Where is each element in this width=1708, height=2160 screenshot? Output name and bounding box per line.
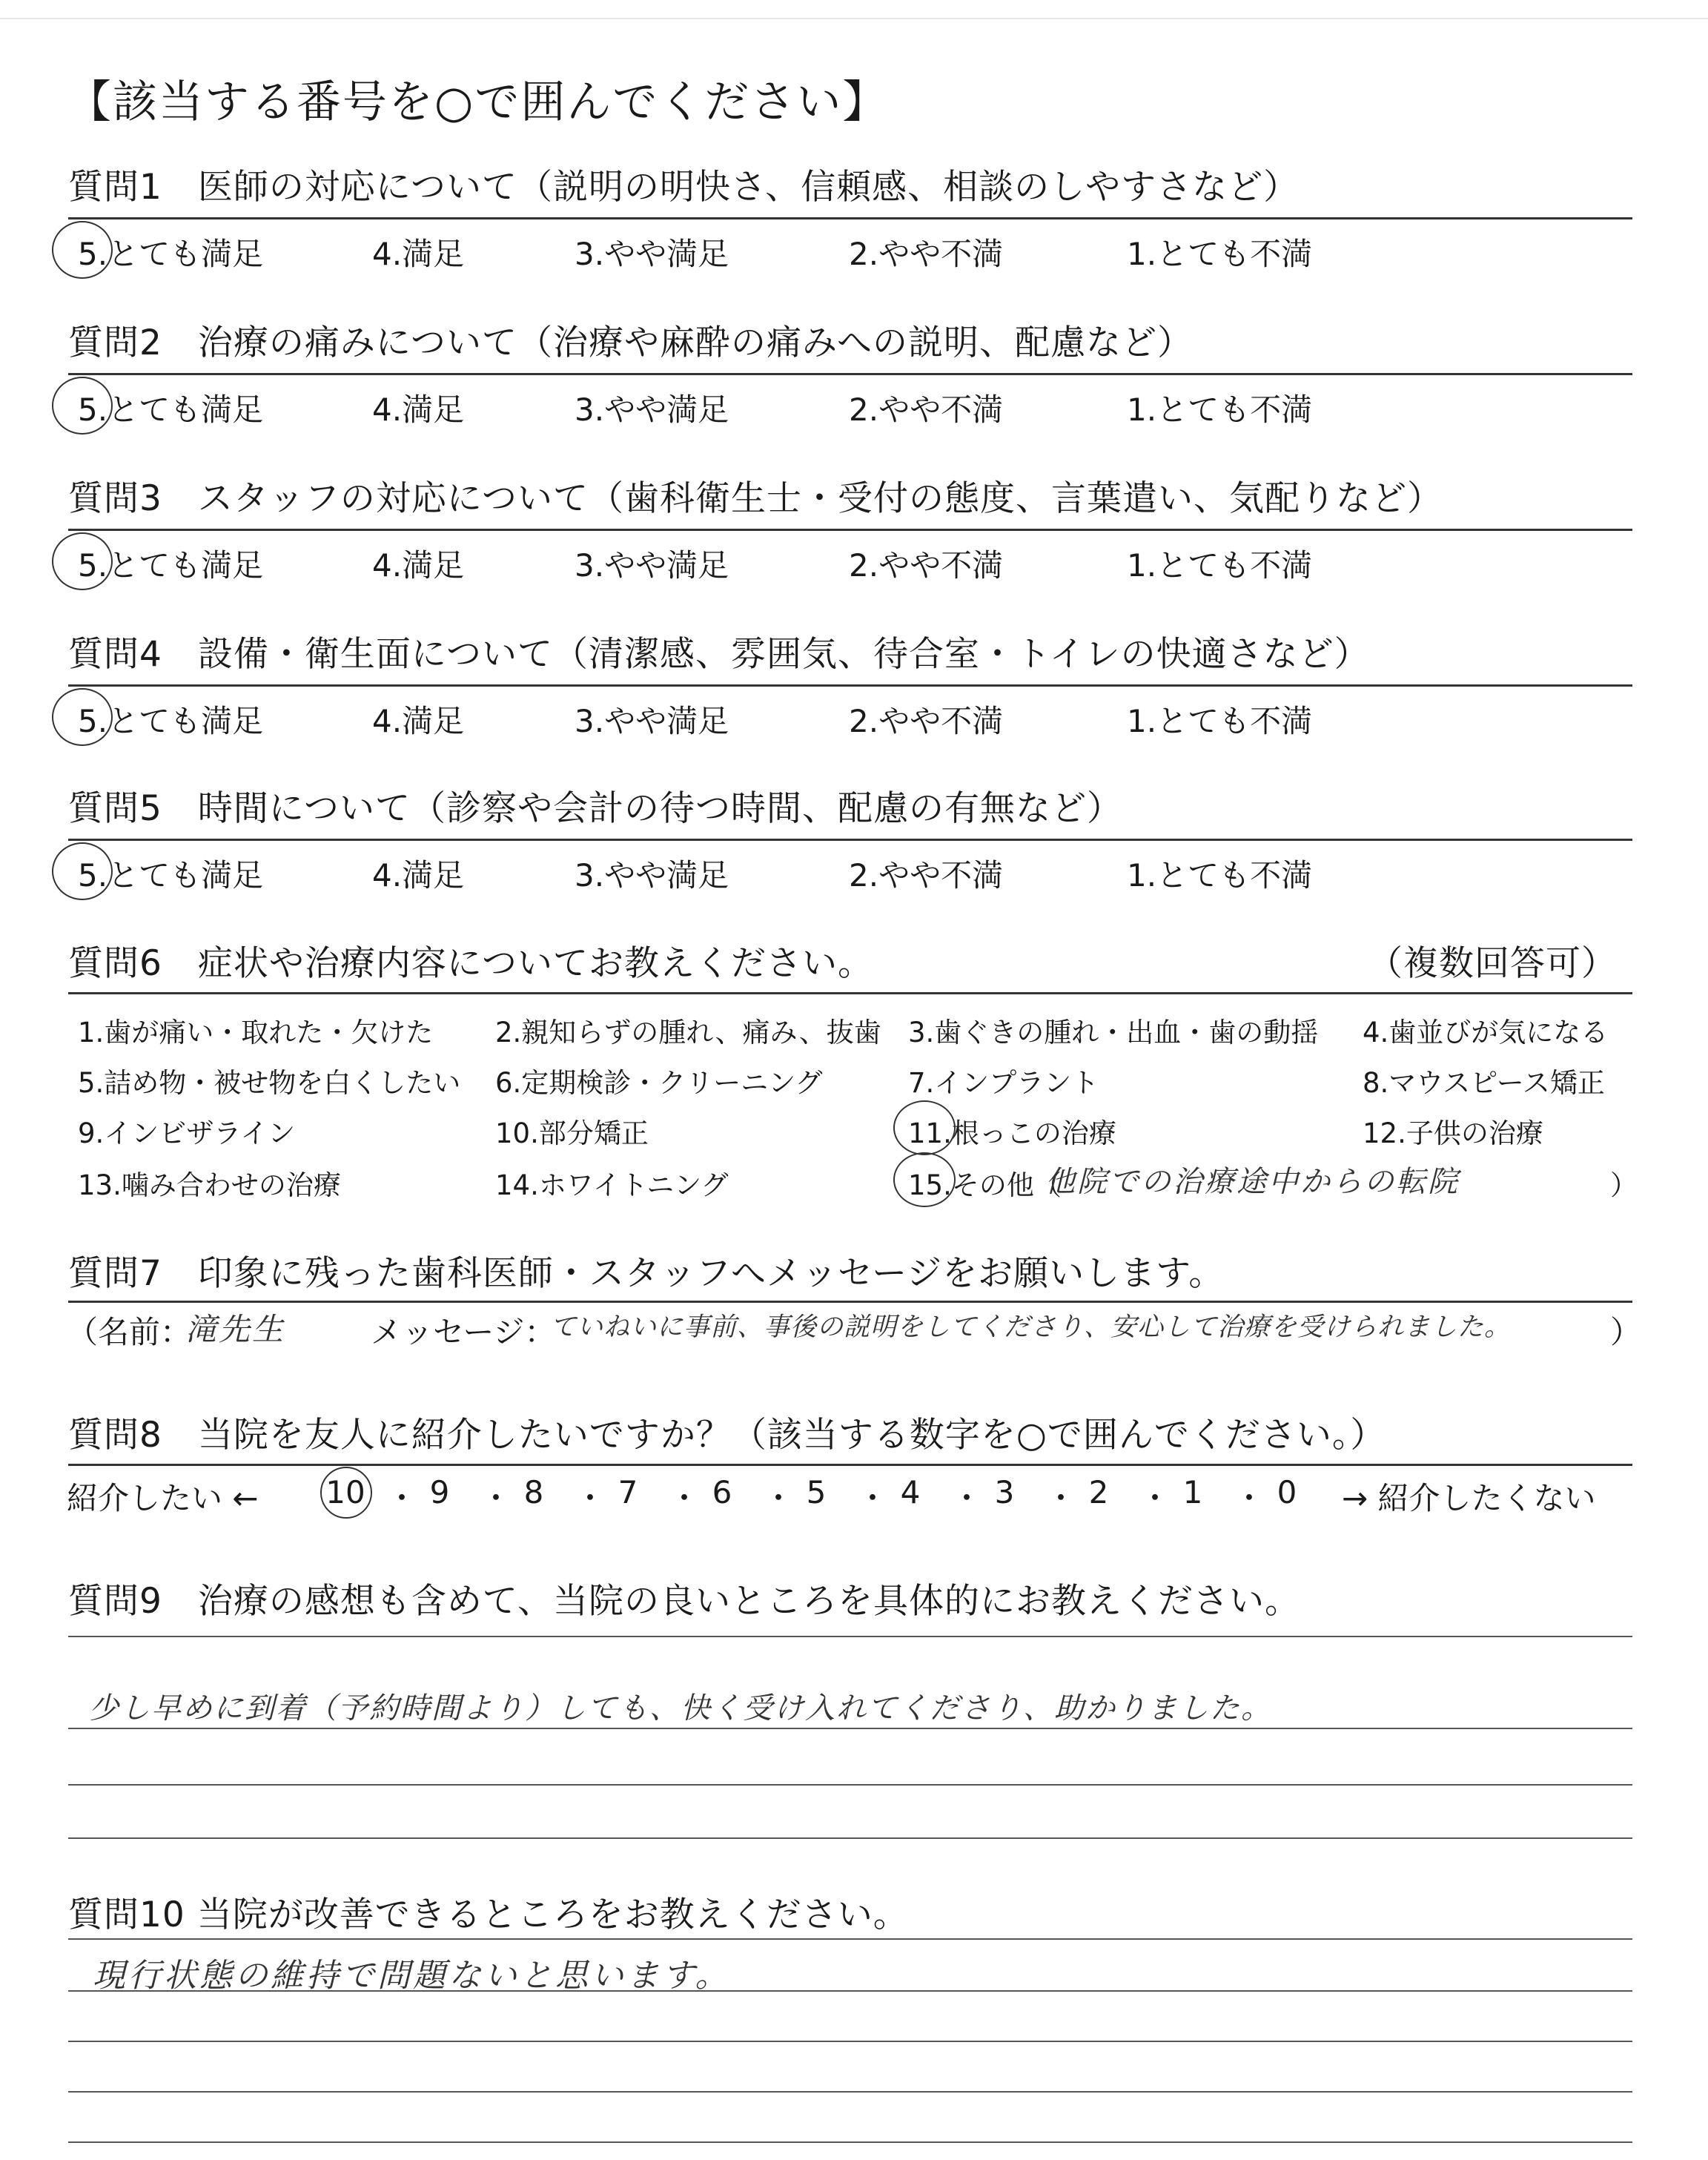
q10-title: 質問10 当院が改善できるところをお教えください。 — [68, 1895, 909, 1935]
q4-title: 質問4 設備・衛生面について（清潔感、雰囲気、待合室・トイレの快適さなど） — [68, 634, 1370, 675]
q6-note: （複数回答可） — [1368, 943, 1617, 984]
q8-scale-1[interactable]: 1 — [1182, 1474, 1203, 1510]
q6-other-text[interactable]: 他院での治療途中からの転院 — [1045, 1165, 1460, 1199]
q3-rule — [68, 529, 1632, 531]
q6-option-12[interactable]: 12.子供の治療 — [1363, 1117, 1543, 1149]
q9-line-3 — [68, 1784, 1632, 1786]
q8-scale-5[interactable]: 5 — [806, 1474, 827, 1510]
q6-option-3[interactable]: 3.歯ぐきの腫れ・出血・歯の動揺 — [908, 1017, 1319, 1048]
q8-selection-circle — [320, 1467, 372, 1519]
q9-line-2 — [68, 1728, 1632, 1729]
q1-title: 質問1 医師の対応について（説明の明快さ、信頼感、相談のしやすさなど） — [68, 167, 1300, 208]
q8-scale-2[interactable]: 2 — [1088, 1474, 1109, 1510]
q4-option-2[interactable]: 2.やや不満 — [849, 703, 1004, 739]
q8-title: 質問8 当院を友人に紹介したいですか？（該当する数字を○で囲んでください。） — [68, 1415, 1386, 1456]
q4-selection-circle — [52, 688, 113, 746]
q8-scale-separator: ・ — [480, 1480, 512, 1516]
q4-option-4[interactable]: 4.満足 — [372, 703, 465, 739]
q6-option-4[interactable]: 4.歯並びが気になる — [1363, 1017, 1609, 1048]
q6-option-9[interactable]: 9.インビザライン — [78, 1117, 296, 1149]
q7-message-value[interactable]: ていねいに事前、事後の説明をしてくださり、安心して治療を受けられました。 — [550, 1312, 1512, 1342]
q10-line-3 — [68, 2041, 1632, 2042]
q1-option-5[interactable]: 5.とても満足 — [78, 236, 264, 272]
q5-option-2[interactable]: 2.やや不満 — [849, 857, 1004, 894]
q6-option-8[interactable]: 8.マウスピース矯正 — [1363, 1067, 1605, 1099]
q1-rule — [68, 217, 1632, 219]
q1-selection-circle — [52, 221, 113, 279]
q8-scale-separator: ・ — [669, 1480, 701, 1516]
q5-rule — [68, 839, 1632, 841]
q8-scale-3[interactable]: 3 — [994, 1474, 1015, 1510]
q8-scale-separator: ・ — [1139, 1480, 1171, 1516]
q5-selection-circle — [52, 842, 113, 900]
q8-scale-separator: ・ — [1045, 1480, 1077, 1516]
q7-rule — [68, 1301, 1632, 1303]
q3-selection-circle — [52, 532, 113, 590]
q10-answer[interactable]: 現行状態の維持で問題ないと思います。 — [93, 1957, 731, 1995]
q1-option-4[interactable]: 4.満足 — [372, 236, 465, 272]
q6-option-5[interactable]: 5.詰め物・被せ物を白くしたい — [78, 1067, 461, 1099]
q8-scale-7[interactable]: 7 — [618, 1474, 638, 1510]
q6-selection-circle-11 — [893, 1100, 956, 1155]
q6-option-11[interactable]: 11.根っこの治療 — [908, 1117, 1116, 1149]
q6-rule — [68, 992, 1632, 994]
q3-option-1[interactable]: 1.とても不満 — [1127, 547, 1313, 584]
q8-scale-6[interactable]: 6 — [712, 1474, 732, 1510]
q5-option-5[interactable]: 5.とても満足 — [78, 857, 264, 894]
q2-option-4[interactable]: 4.満足 — [372, 392, 465, 428]
q3-option-3[interactable]: 3.やや満足 — [575, 547, 729, 584]
q6-option-2[interactable]: 2.親知らずの腫れ、痛み、抜歯 — [495, 1017, 881, 1048]
q8-scale-9[interactable]: 9 — [429, 1474, 450, 1510]
q6-option-10[interactable]: 10.部分矯正 — [495, 1117, 649, 1149]
q4-option-5[interactable]: 5.とても満足 — [78, 703, 264, 739]
q10-line-1 — [68, 1938, 1632, 1940]
q8-rule — [68, 1464, 1632, 1466]
q3-option-4[interactable]: 4.満足 — [372, 547, 465, 584]
q8-scale-separator: ・ — [386, 1480, 418, 1516]
q9-line-4 — [68, 1837, 1632, 1839]
q4-rule — [68, 684, 1632, 687]
q6-selection-circle-15 — [893, 1152, 956, 1207]
q6-option-7[interactable]: 7.インプラント — [908, 1067, 1099, 1099]
q4-option-1[interactable]: 1.とても不満 — [1127, 703, 1313, 739]
q1-option-3[interactable]: 3.やや満足 — [575, 236, 729, 272]
q4-option-3[interactable]: 3.やや満足 — [575, 703, 729, 739]
q5-title: 質問5 時間について（診察や会計の待つ時間、配慮の有無など） — [68, 788, 1122, 829]
q2-selection-circle — [52, 377, 113, 435]
scan-edge — [0, 18, 1708, 19]
q5-option-3[interactable]: 3.やや満足 — [575, 857, 729, 894]
q3-option-2[interactable]: 2.やや不満 — [849, 547, 1004, 584]
q2-option-5[interactable]: 5.とても満足 — [78, 392, 264, 428]
q3-option-5[interactable]: 5.とても満足 — [78, 547, 264, 584]
q7-close: ） — [1610, 1314, 1642, 1350]
q6-other-close: ） — [1610, 1169, 1638, 1201]
q9-title: 質問9 治療の感想も含めて、当院の良いところを具体的にお教えください。 — [68, 1581, 1300, 1622]
q6-option-13[interactable]: 13.噛み合わせの治療 — [78, 1169, 341, 1201]
q1-option-2[interactable]: 2.やや不満 — [849, 236, 1004, 272]
q8-scale-separator: ・ — [857, 1480, 889, 1516]
q2-title: 質問2 治療の痛みについて（治療や麻酔の痛みへの説明、配慮など） — [68, 323, 1194, 363]
q8-scale-0[interactable]: 0 — [1277, 1474, 1297, 1510]
q2-option-1[interactable]: 1.とても不満 — [1127, 392, 1313, 428]
q8-scale-separator: ・ — [575, 1480, 606, 1516]
q6-option-1[interactable]: 1.歯が痛い・取れた・欠けた — [78, 1017, 434, 1048]
q8-scale-4[interactable]: 4 — [900, 1474, 921, 1510]
q10-line-5 — [68, 2141, 1632, 2143]
q8-scale-separator: ・ — [951, 1480, 983, 1516]
q6-title: 質問6 症状や治療内容についてお教えください。 — [68, 943, 873, 984]
q2-option-3[interactable]: 3.やや満足 — [575, 392, 729, 428]
q8-scale-8[interactable]: 8 — [523, 1474, 544, 1510]
q6-option-15[interactable]: 15.その他（ — [908, 1169, 1062, 1201]
q7-title: 質問7 印象に残った歯科医師・スタッフへメッセージをお願いします。 — [68, 1253, 1225, 1294]
q3-title: 質問3 スタッフの対応について（歯科衛生士・受付の態度、言葉遣い、気配りなど） — [68, 478, 1443, 519]
q6-option-14[interactable]: 14.ホワイトニング — [495, 1169, 729, 1201]
q5-option-1[interactable]: 1.とても不満 — [1127, 857, 1313, 894]
q8-left-label: 紹介したい ← — [67, 1480, 259, 1516]
q2-option-2[interactable]: 2.やや不満 — [849, 392, 1004, 428]
form-header: 【該当する番号を○で囲んでください】 — [67, 76, 889, 128]
q8-right-label: → 紹介したくない — [1342, 1480, 1596, 1516]
q1-option-1[interactable]: 1.とても不満 — [1127, 236, 1313, 272]
q7-name-value[interactable]: 滝先生 — [185, 1311, 286, 1347]
q2-rule — [68, 373, 1632, 375]
q8-scale-separator: ・ — [1234, 1480, 1265, 1516]
q8-scale-separator: ・ — [763, 1480, 795, 1516]
q7-message-label: メッセージ： — [371, 1314, 556, 1350]
q8-scale-10[interactable]: 10 — [325, 1474, 365, 1510]
q5-option-4[interactable]: 4.満足 — [372, 857, 465, 894]
q6-option-6[interactable]: 6.定期検診・クリーニング — [495, 1067, 823, 1099]
q9-line-1 — [68, 1636, 1632, 1637]
q7-name-label: （名前： — [67, 1314, 192, 1350]
q9-answer[interactable]: 少し早めに到着（予約時間より）しても、快く受け入れてくださり、助かりました。 — [89, 1691, 1272, 1725]
q10-line-4 — [68, 2091, 1632, 2093]
